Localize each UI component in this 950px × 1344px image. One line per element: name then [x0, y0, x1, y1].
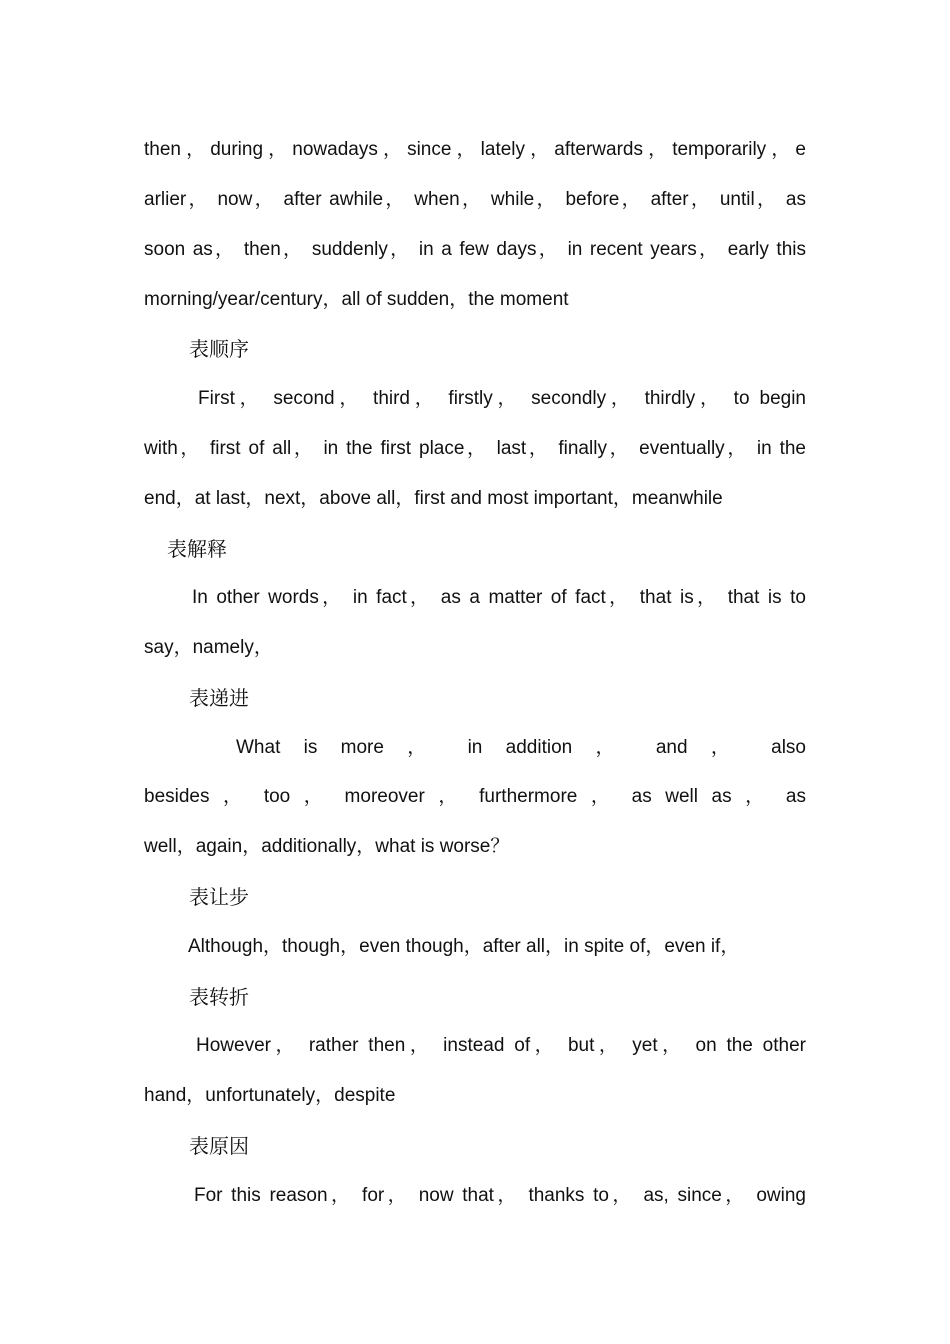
text-line: morning/year/century，all of sudden，the moment — [144, 289, 569, 310]
text-line: What is more ， in addition ， and ， also — [236, 737, 806, 758]
heading-contrast: 表转折 — [189, 985, 249, 1009]
text-line: well，again，additionally，what is worse？ — [144, 836, 510, 857]
text-line: say，namely， — [144, 637, 273, 658]
text-line: arlier， now， after awhile， when， while， before， after， until， as — [144, 189, 806, 210]
text-line: with， first of all， in the first place， last， finally， eventually， in the — [144, 438, 806, 459]
heading-explanation: 表解释 — [167, 537, 227, 561]
heading-progression: 表递进 — [189, 686, 249, 710]
text-line: end，at last，next，above all，first and most important，meanwhile — [144, 488, 723, 509]
text-line: However， rather then， instead of， but， yet， on the other — [196, 1035, 806, 1056]
text-line: For this reason， for， now that， thanks to， as, since， owing — [194, 1185, 806, 1206]
text-line: First， second， third， firstly， secondly， thirdly， to begin — [198, 388, 806, 409]
text-line: soon as， then， suddenly， in a few days， in recent years， early this — [144, 239, 806, 260]
heading-order: 表顺序 — [189, 337, 249, 361]
text-line: In other words， in fact， as a matter of fact， that is， that is to — [192, 587, 806, 608]
text-line: besides ， too ， moreover ， furthermore ， as well as ， as — [144, 786, 806, 807]
text-line: hand，unfortunately，despite — [144, 1085, 396, 1106]
text-line: then，during，nowadays，since，lately，afterwards，temporarily，e — [144, 139, 806, 160]
text-line: Although，though，even though，after all，in spite of，even if， — [188, 936, 740, 957]
heading-concession: 表让步 — [189, 885, 249, 909]
heading-cause: 表原因 — [189, 1134, 249, 1158]
